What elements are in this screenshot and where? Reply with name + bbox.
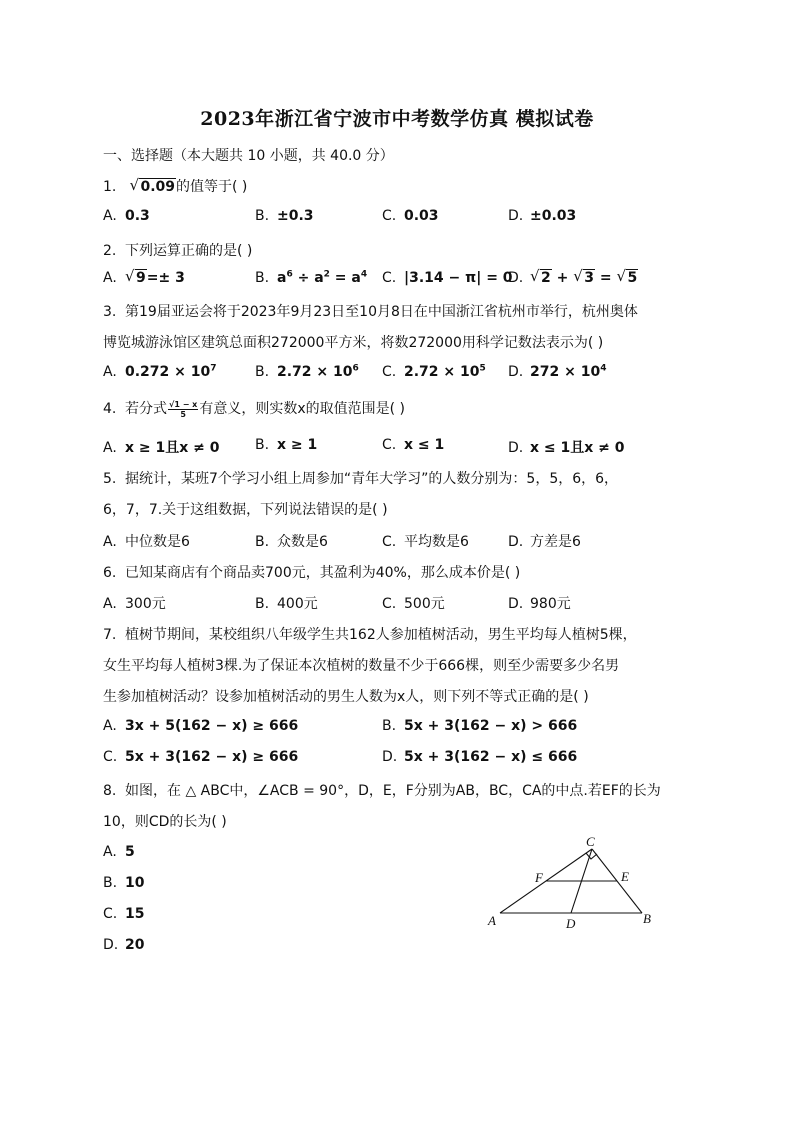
q7-option-a[interactable]: A. 3x + 5(162 − x) ≥ 666: [103, 718, 299, 734]
question-2: [103, 240, 252, 260]
q7-option-b[interactable]: B. 5x + 3(162 − x) > 666: [382, 718, 578, 734]
question-number: 1.: [103, 179, 117, 195]
q3-option-d[interactable]: D. $272 \times 10^4$: [508, 363, 607, 380]
question-number: 7.: [103, 627, 117, 643]
question-3-line-1: 3. 第19届亚运会将于2023年9月23日至10月8日在中国浙江省杭州市举行，杭州奥体: [103, 304, 638, 320]
question-6: 6. 已知某商店有个商品卖700元，其盈利为40%，那么成本价是( ): [103, 565, 521, 581]
question-5-line-1: 5. 据统计，某班7个学习小组上周参加“青年大学习”的人数分别为：5，5，6，6，: [103, 471, 619, 487]
q7-option-d[interactable]: D. 5x + 3(162 − x) ≤ 666: [382, 749, 578, 765]
label-c: C: [586, 835, 595, 849]
q6-option-c[interactable]: C. 500元: [382, 596, 445, 612]
paper-title: 2023年浙江省宁波市中考数学仿真 模拟试卷: [200, 108, 594, 130]
q8-option-c[interactable]: C. 15: [103, 906, 145, 922]
q5-option-c[interactable]: C. 平均数是6: [382, 534, 469, 550]
q8-option-a[interactable]: A. 5: [103, 844, 135, 860]
section-heading: 一、选择题（本大题共 10 小题，共 40.0 分）: [103, 148, 394, 164]
question-1: [103, 176, 247, 196]
q6-option-b[interactable]: B. 400元: [255, 596, 318, 612]
q4-option-a[interactable]: A. x ≥ 1且x ≠ 0: [103, 440, 220, 456]
label-e: E: [621, 869, 629, 884]
q5-option-b[interactable]: B. 众数是6: [255, 534, 328, 550]
q4-option-c[interactable]: C. x ≤ 1: [382, 437, 445, 453]
label-f: F: [535, 870, 543, 885]
question-4: 4. 若分式 $\frac{√1 - x}{5}$ 有意义，则实数x的取值范围是( ): [103, 399, 406, 419]
q5-option-d[interactable]: D. 方差是6: [508, 534, 581, 550]
q3-option-b[interactable]: B. $2.72 \times 10^6$: [255, 363, 359, 380]
q3-option-a[interactable]: A. $0.272 \times 10^7$: [103, 363, 217, 380]
question-7-line-1: 7. 植树节期间，某校组织八年级学生共162人参加植树活动，男生平均每人植树5棵，: [103, 627, 637, 643]
q1-option-b[interactable]: B. ±0.3: [255, 208, 314, 224]
question-stem: 下列运算正确的是( ): [125, 243, 253, 259]
q7-option-c[interactable]: C. 5x + 3(162 − x) ≥ 666: [103, 749, 299, 765]
question-3-line-2: 博览城游泳馆区建筑总面积272000平方米，将数272000用科学记数法表示为( ): [103, 335, 604, 351]
q2-option-b[interactable]: B. $a^6 \div a^2 = a^4$: [255, 269, 368, 286]
q4-option-d[interactable]: D. x ≤ 1且x ≠ 0: [508, 440, 625, 456]
q8-option-b[interactable]: B. 10: [103, 875, 145, 891]
label-b: B: [643, 911, 651, 926]
q1-option-a[interactable]: A. 0.3: [103, 208, 150, 224]
q2-option-d[interactable]: D.√ 2 + √ 3 = √ 5: [508, 270, 638, 286]
label-d: D: [566, 916, 576, 931]
question-number: 2.: [103, 243, 117, 259]
q4-option-b[interactable]: B. x ≥ 1: [255, 437, 318, 453]
question-5-line-2: 6，7，7.关于这组数据，下列说法错误的是( ): [103, 502, 388, 518]
question-8-line-2: 10，则CD的长为( ): [103, 814, 227, 830]
triangle-figure: [485, 835, 665, 935]
q6-option-a[interactable]: A. 300元: [103, 596, 166, 612]
sqrt-expression: √ 0.09: [129, 179, 176, 195]
q6-option-d[interactable]: D. 980元: [508, 596, 571, 612]
question-8-line-1: 8. 如图，在 △ ABC中，∠ACB = 90°，D，E，F分别为AB，BC，CA的中点.若EF的长为: [103, 783, 661, 799]
fraction-expression: $\frac{√1 - x}{5}$: [169, 399, 198, 419]
question-7-line-2: 女生平均每人植树3棵.为了保证本次植树的数量不少于666棵，则至少需要多少名男: [103, 658, 620, 674]
question-number: 3.: [103, 304, 117, 320]
question-stem: 的值等于( ): [176, 179, 248, 195]
question-number: 6.: [103, 565, 117, 581]
q2-option-c[interactable]: C. |3.14 − π| = 0: [382, 270, 513, 286]
q1-option-d[interactable]: D. ±0.03: [508, 208, 577, 224]
q2-option-a[interactable]: A.√ 9=± 3: [103, 270, 185, 286]
question-number: 5.: [103, 471, 117, 487]
q1-option-c[interactable]: C. 0.03: [382, 208, 439, 224]
question-number: 8.: [103, 783, 117, 799]
label-a: A: [488, 913, 496, 928]
q5-option-a[interactable]: A. 中位数是6: [103, 534, 190, 550]
q3-option-c[interactable]: C. $2.72 \times 10^5$: [382, 363, 486, 380]
q8-option-d[interactable]: D. 20: [103, 937, 145, 953]
question-7-line-3: 生参加植树活动？设参加植树活动的男生人数为x人，则下列不等式正确的是( ): [103, 689, 589, 705]
question-number: 4.: [103, 401, 117, 417]
